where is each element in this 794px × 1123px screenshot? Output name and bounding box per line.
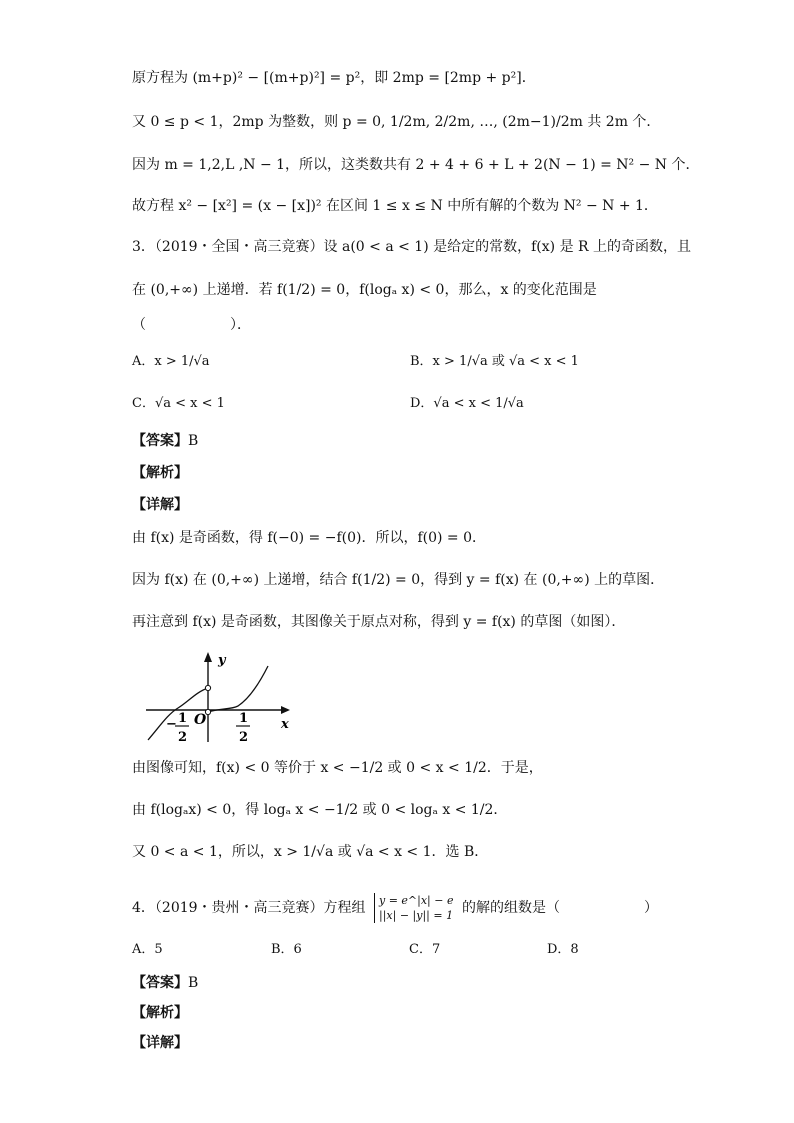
equation-2: ||x| − |y|| = 1: [379, 909, 454, 922]
y-label: y: [218, 653, 226, 668]
q4-detail-heading: 【详解】: [132, 1035, 188, 1051]
question-3-stem-cont: 在 (0,+∞) 上递增．若 f(1/2) = 0，f(logₐ x) < 0，那么，x 的变化范围是: [132, 282, 597, 298]
pos-denominator: 2: [239, 730, 249, 745]
answer-label: 【答案】: [132, 433, 188, 449]
detail-step-2: 因为 f(x) 在 (0,+∞) 上递增，结合 f(1/2) = 0，得到 y = f(x) 在 (0,+∞) 上的草图．: [132, 572, 665, 588]
q4-option-a: A．5: [132, 942, 163, 957]
question-4-suffix: 的解的组数是（ ）: [461, 900, 658, 916]
question-4-stem: [132, 893, 658, 923]
pos-numerator: 1: [239, 711, 249, 726]
q4-answer-heading: [132, 972, 198, 992]
open-point-top: [205, 685, 210, 690]
neg-numerator: 1: [178, 711, 188, 726]
q4-option-c: C．7: [409, 942, 441, 957]
origin-label: O: [194, 712, 207, 728]
q4-analysis-heading: 【解析】: [132, 1005, 188, 1021]
q4-answer-value: B: [188, 975, 199, 991]
question-4-prefix: 4．（2019・贵州・高三竞赛）方程组: [132, 900, 366, 916]
neg-denominator: 2: [178, 730, 188, 745]
answer-heading: [132, 430, 198, 450]
detail-step-3: 再注意到 f(x) 是奇函数，其图像关于原点对称，得到 y = f(x) 的草图（如图）．: [132, 614, 626, 630]
detail-step-5: 由 f(logₐx) < 0，得 logₐ x < −1/2 或 0 < logₐ x < 1/2．: [132, 802, 508, 818]
option-c: C．√a < x < 1: [132, 396, 225, 411]
question-3-blank: （ ）．: [132, 317, 251, 333]
solution-line-4: 故方程 x² − [x²] = (x − [x])² 在区间 1 ≤ x ≤ N 中所有解的个数为 N² − N + 1．: [132, 198, 658, 214]
x-arrow-icon: [281, 706, 290, 714]
question-3-stem: 3．（2019・全国・高三竞赛）设 a(0 < a < 1) 是给定的常数，f(x) 是 R 上的奇函数，且: [132, 239, 692, 255]
detail-heading: 【详解】: [132, 497, 188, 513]
solution-line-2: 又 0 ≤ p < 1，2mp 为整数，则 p = 0, 1/2m, 2/2m, …, (2m−1)/2m 共 2m 个．: [132, 114, 661, 130]
option-d: D．√a < x < 1/√a: [410, 396, 524, 411]
solution-line-3: 因为 m = 1,2,L ,N − 1，所以，这类数共有 2 + 4 + 6 + L + 2(N − 1) = N² − N 个．: [132, 157, 700, 173]
detail-step-4: 由图像可知，f(x) < 0 等价于 x < −1/2 或 0 < x < 1/2．于是，: [132, 760, 543, 776]
curve-right: [208, 666, 268, 712]
equation-system: [374, 893, 454, 923]
q4-option-b: B．6: [271, 942, 302, 957]
neg-sign: −: [166, 717, 177, 732]
option-a: A．x > 1/√a: [132, 354, 210, 369]
option-b: B．x > 1/√a 或 √a < x < 1: [410, 354, 579, 369]
y-arrow-icon: [204, 652, 212, 662]
equation-1: y = e^|x| − e: [379, 894, 454, 907]
analysis-heading: 【解析】: [132, 465, 188, 481]
q4-option-d: D．8: [547, 942, 579, 957]
detail-step-1: 由 f(x) 是奇函数，得 f(−0) = −f(0)．所以，f(0) = 0．: [132, 530, 487, 546]
detail-step-6: 又 0 < a < 1，所以，x > 1/√a 或 √a < x < 1．选 B．: [132, 844, 489, 860]
q4-answer-label: 【答案】: [132, 975, 188, 991]
solution-line-1: 原方程为 (m+p)² − [(m+p)²] = p²，即 2mp = [2mp + p²]．: [132, 70, 536, 86]
function-sketch: [138, 648, 308, 748]
answer-value: B: [188, 433, 199, 449]
x-label: x: [281, 717, 289, 732]
